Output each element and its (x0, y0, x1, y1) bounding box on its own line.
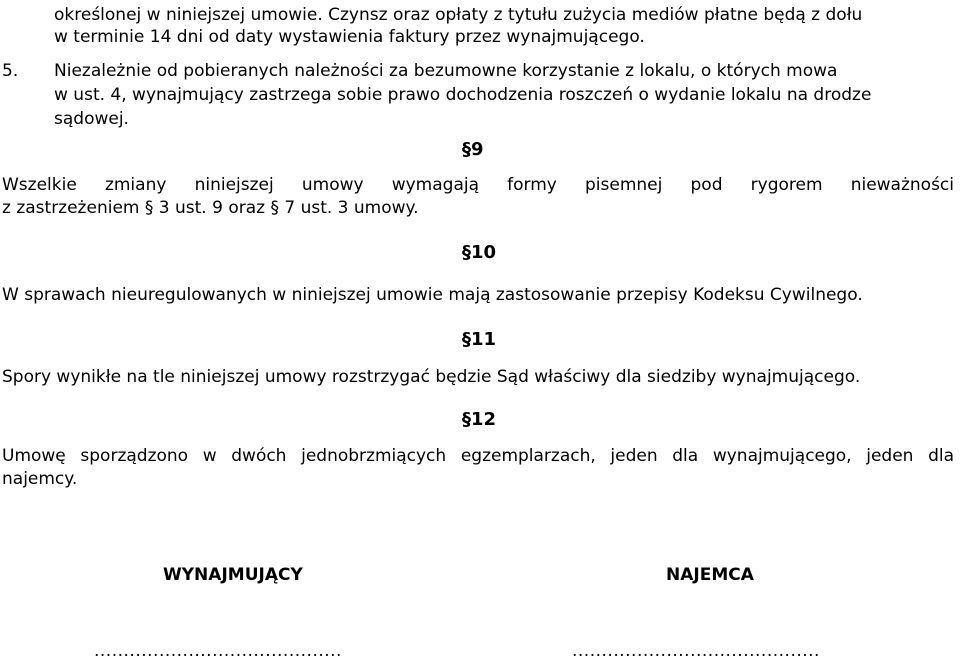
item-5-line-2: w ust. 4, wynajmujący zastrzega sobie prawo dochodzenia roszczeń o wydanie lokalu na drodze (54, 85, 872, 105)
section-12-line-2: najemcy. (2, 469, 78, 489)
section-12-text: Umowę sporządzono w dwóch jednobrzmiących egzemplarzach, jeden dla wynajmującego, jeden dla (2, 446, 954, 466)
landlord-label: WYNAJMUJĄCY (163, 565, 303, 585)
intro-line-1: określonej w niniejszej umowie. Czynsz oraz opłaty z tytułu zużycia mediów płatne będą z dołu (54, 5, 863, 25)
section-9-line-2: z zastrzeżeniem § 3 ust. 9 oraz § 7 ust. 3 umowy. (2, 198, 419, 218)
section-10-heading: §10 (462, 242, 497, 263)
section-9-heading: §9 (462, 139, 484, 160)
section-12-heading: §12 (462, 409, 497, 430)
section-12-line-1 (2, 445, 954, 467)
landlord-signature-line: .......................................... (94, 641, 342, 661)
item-5-line-1: Niezależnie od pobieranych należności za bezumowne korzystanie z lokalu, o których mowa (54, 61, 838, 81)
section-10-line-1: W sprawach nieuregulowanych w niniejszej umowie mają zastosowanie przepisy Kodeksu Cywilnego. (2, 285, 863, 305)
intro-line-2: w terminie 14 dni od daty wystawienia faktury przez wynajmującego. (54, 27, 645, 47)
section-9-line-1 (2, 174, 954, 196)
tenant-signature-line: .......................................... (572, 641, 820, 661)
tenant-label: NAJEMCA (666, 565, 754, 585)
section-9-text: Wszelkie zmiany niniejszej umowy wymagają formy pisemnej pod rygorem nieważności (2, 175, 954, 195)
item-5-line-3: sądowej. (54, 109, 129, 129)
item-5-number: 5. (2, 61, 19, 81)
section-11-line-1: Spory wynikłe na tle niniejszej umowy rozstrzygać będzie Sąd właściwy dla siedziby wynajmującego. (2, 367, 861, 387)
section-11-heading: §11 (462, 329, 497, 350)
